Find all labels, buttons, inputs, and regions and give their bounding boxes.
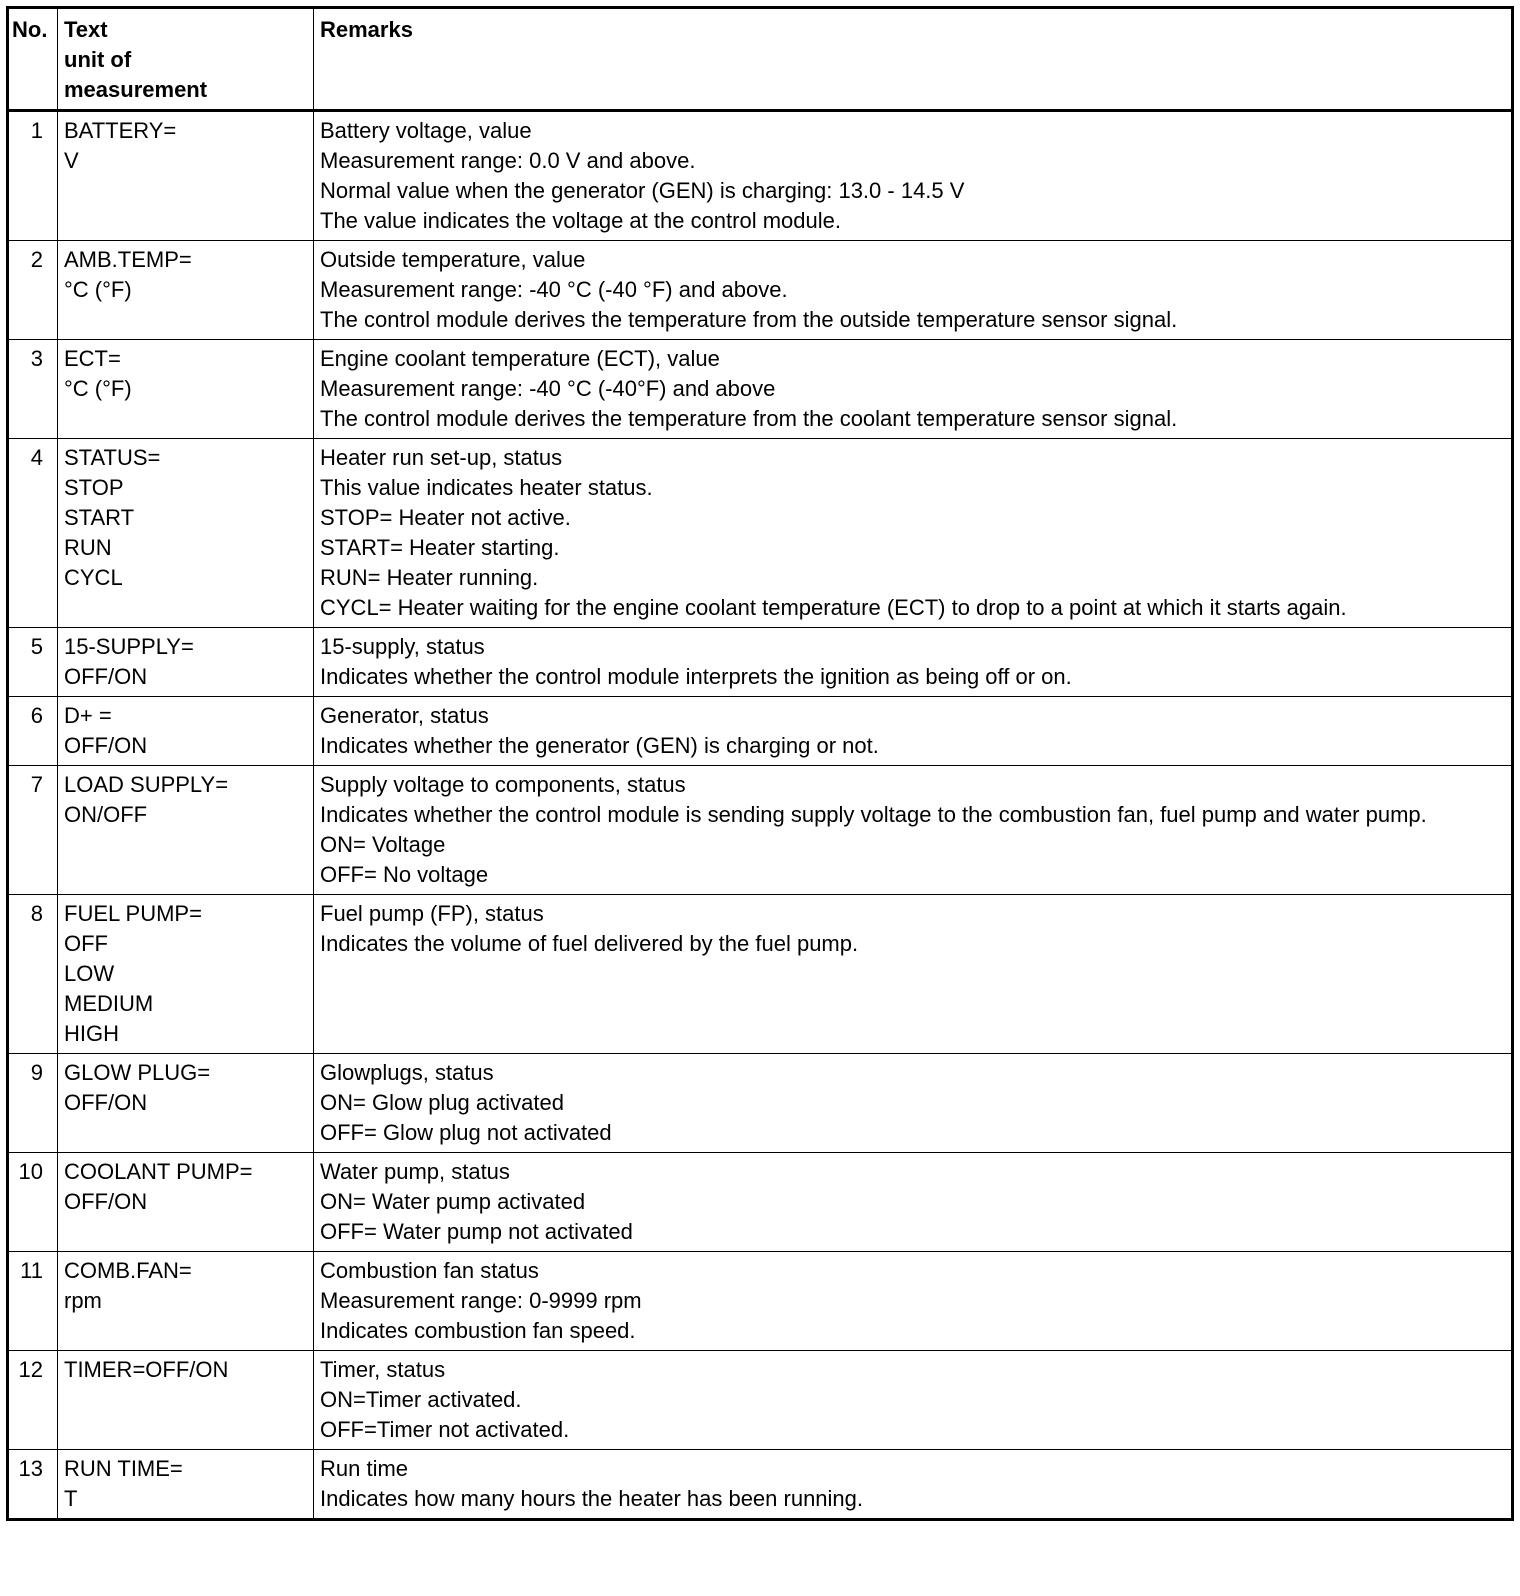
- row-number: 11: [8, 1252, 58, 1351]
- row-number: 6: [8, 697, 58, 766]
- header-text-line: measurement: [64, 77, 208, 102]
- remark-line: Timer, status: [320, 1357, 446, 1382]
- row-number: 1: [8, 111, 58, 241]
- remark-line: Indicates whether the control module is sending supply voltage to the combustion fan, fuel pump and water pump.: [320, 802, 1427, 827]
- remark-line: Indicates combustion fan speed.: [320, 1318, 636, 1343]
- header-row: [8, 8, 1513, 111]
- remark-line: STOP= Heater not active.: [320, 505, 571, 530]
- table-row: [8, 766, 1513, 895]
- text-unit-line: CYCL: [64, 565, 123, 590]
- text-unit-line: OFF/ON: [64, 1189, 148, 1214]
- parameter-table: [6, 6, 1514, 1521]
- text-unit-line: RUN TIME=: [64, 1456, 183, 1481]
- text-unit-line: AMB.TEMP=: [64, 247, 192, 272]
- text-unit-line: TIMER=OFF/ON: [64, 1357, 229, 1382]
- remark-line: OFF= No voltage: [320, 862, 489, 887]
- table-row: [8, 895, 1513, 1054]
- row-remarks: [314, 1450, 1513, 1520]
- text-unit-line: V: [64, 148, 79, 173]
- header-no: No.: [8, 8, 58, 111]
- row-text-unit: [58, 340, 314, 439]
- text-unit-line: OFF/ON: [64, 733, 148, 758]
- remark-line: Heater run set-up, status: [320, 445, 563, 470]
- remark-line: Measurement range: 0-9999 rpm: [320, 1288, 642, 1313]
- remark-line: Measurement range: -40 °C (-40°F) and above: [320, 376, 776, 401]
- table-row: [8, 697, 1513, 766]
- row-text-unit: [58, 766, 314, 895]
- remark-line: RUN= Heater running.: [320, 565, 539, 590]
- row-remarks: [314, 895, 1513, 1054]
- header-text-line: unit of: [64, 47, 132, 72]
- text-unit-line: HIGH: [64, 1021, 119, 1046]
- remark-line: ON= Glow plug activated: [320, 1090, 564, 1115]
- table-row: [8, 241, 1513, 340]
- text-unit-line: START: [64, 505, 135, 530]
- remark-line: OFF=Timer not activated.: [320, 1417, 570, 1442]
- text-unit-line: MEDIUM: [64, 991, 154, 1016]
- remark-line: Battery voltage, value: [320, 118, 532, 143]
- remark-line: This value indicates heater status.: [320, 475, 653, 500]
- text-unit-line: ECT=: [64, 346, 121, 371]
- remark-line: ON=Timer activated.: [320, 1387, 522, 1412]
- text-unit-line: FUEL PUMP=: [64, 901, 202, 926]
- remark-line: CYCL= Heater waiting for the engine coolant temperature (ECT) to drop to a point at which it starts again.: [320, 595, 1347, 620]
- row-remarks: [314, 111, 1513, 241]
- remark-line: START= Heater starting.: [320, 535, 560, 560]
- row-remarks: [314, 439, 1513, 628]
- row-text-unit: [58, 1450, 314, 1520]
- text-unit-line: LOW: [64, 961, 115, 986]
- row-remarks: [314, 241, 1513, 340]
- text-unit-line: rpm: [64, 1288, 102, 1313]
- remark-line: Combustion fan status: [320, 1258, 539, 1283]
- remark-line: The control module derives the temperature from the coolant temperature sensor signal.: [320, 406, 1178, 431]
- text-unit-line: COMB.FAN=: [64, 1258, 192, 1283]
- row-text-unit: [58, 439, 314, 628]
- row-number: 2: [8, 241, 58, 340]
- text-unit-line: D+ =: [64, 703, 112, 728]
- row-remarks: [314, 1054, 1513, 1153]
- text-unit-line: 15-SUPPLY=: [64, 634, 194, 659]
- header-remarks: Remarks: [314, 8, 1513, 111]
- table-row: [8, 439, 1513, 628]
- text-unit-line: °C (°F): [64, 277, 132, 302]
- row-text-unit: [58, 111, 314, 241]
- remark-line: Indicates whether the control module interprets the ignition as being off or on.: [320, 664, 1072, 689]
- row-remarks: [314, 628, 1513, 697]
- text-unit-line: OFF/ON: [64, 1090, 148, 1115]
- remark-line: Supply voltage to components, status: [320, 772, 686, 797]
- row-text-unit: [58, 1252, 314, 1351]
- header-text-line: Text: [64, 17, 108, 42]
- text-unit-line: OFF: [64, 931, 108, 956]
- row-text-unit: [58, 1351, 314, 1450]
- row-remarks: [314, 1351, 1513, 1450]
- table-row: [8, 1252, 1513, 1351]
- row-number: 7: [8, 766, 58, 895]
- row-number: 5: [8, 628, 58, 697]
- remark-line: Glowplugs, status: [320, 1060, 494, 1085]
- text-unit-line: RUN: [64, 535, 112, 560]
- remark-line: Run time: [320, 1456, 409, 1481]
- remark-line: Normal value when the generator (GEN) is charging: 13.0 - 14.5 V: [320, 178, 965, 203]
- remark-line: Indicates the volume of fuel delivered by the fuel pump.: [320, 931, 859, 956]
- row-text-unit: [58, 628, 314, 697]
- table-body: [8, 111, 1513, 1520]
- text-unit-line: ON/OFF: [64, 802, 148, 827]
- text-unit-line: °C (°F): [64, 376, 132, 401]
- remark-line: Outside temperature, value: [320, 247, 586, 272]
- remark-line: OFF= Glow plug not activated: [320, 1120, 612, 1145]
- row-number: 4: [8, 439, 58, 628]
- row-remarks: [314, 766, 1513, 895]
- row-text-unit: [58, 697, 314, 766]
- remark-line: Indicates how many hours the heater has been running.: [320, 1486, 864, 1511]
- row-number: 3: [8, 340, 58, 439]
- row-number: 10: [8, 1153, 58, 1252]
- table-row: [8, 628, 1513, 697]
- header-text: [58, 8, 314, 111]
- row-remarks: [314, 1252, 1513, 1351]
- table-row: [8, 1054, 1513, 1153]
- remark-line: Fuel pump (FP), status: [320, 901, 544, 926]
- remark-line: Generator, status: [320, 703, 489, 728]
- remark-line: 15-supply, status: [320, 634, 485, 659]
- remark-line: Measurement range: 0.0 V and above.: [320, 148, 696, 173]
- text-unit-line: BATTERY=: [64, 118, 177, 143]
- remark-line: ON= Water pump activated: [320, 1189, 586, 1214]
- row-remarks: [314, 340, 1513, 439]
- row-text-unit: [58, 1054, 314, 1153]
- text-unit-line: OFF/ON: [64, 664, 148, 689]
- table-row: [8, 1351, 1513, 1450]
- row-remarks: [314, 697, 1513, 766]
- row-number: 13: [8, 1450, 58, 1520]
- row-number: 8: [8, 895, 58, 1054]
- table-row: [8, 1153, 1513, 1252]
- row-text-unit: [58, 241, 314, 340]
- text-unit-line: STATUS=: [64, 445, 161, 470]
- row-number: 9: [8, 1054, 58, 1153]
- text-unit-line: T: [64, 1486, 78, 1511]
- remark-line: Engine coolant temperature (ECT), value: [320, 346, 720, 371]
- table-row: [8, 111, 1513, 241]
- text-unit-line: LOAD SUPPLY=: [64, 772, 229, 797]
- remark-line: Measurement range: -40 °C (-40 °F) and above.: [320, 277, 788, 302]
- text-unit-line: COOLANT PUMP=: [64, 1159, 253, 1184]
- row-text-unit: [58, 1153, 314, 1252]
- row-remarks: [314, 1153, 1513, 1252]
- row-text-unit: [58, 895, 314, 1054]
- remark-line: Indicates whether the generator (GEN) is charging or not.: [320, 733, 879, 758]
- text-unit-line: GLOW PLUG=: [64, 1060, 211, 1085]
- table-row: [8, 1450, 1513, 1520]
- remark-line: The value indicates the voltage at the control module.: [320, 208, 841, 233]
- remark-line: Water pump, status: [320, 1159, 510, 1184]
- remark-line: OFF= Water pump not activated: [320, 1219, 633, 1244]
- table-row: [8, 340, 1513, 439]
- remark-line: ON= Voltage: [320, 832, 446, 857]
- remark-line: The control module derives the temperature from the outside temperature sensor signal.: [320, 307, 1178, 332]
- row-number: 12: [8, 1351, 58, 1450]
- text-unit-line: STOP: [64, 475, 124, 500]
